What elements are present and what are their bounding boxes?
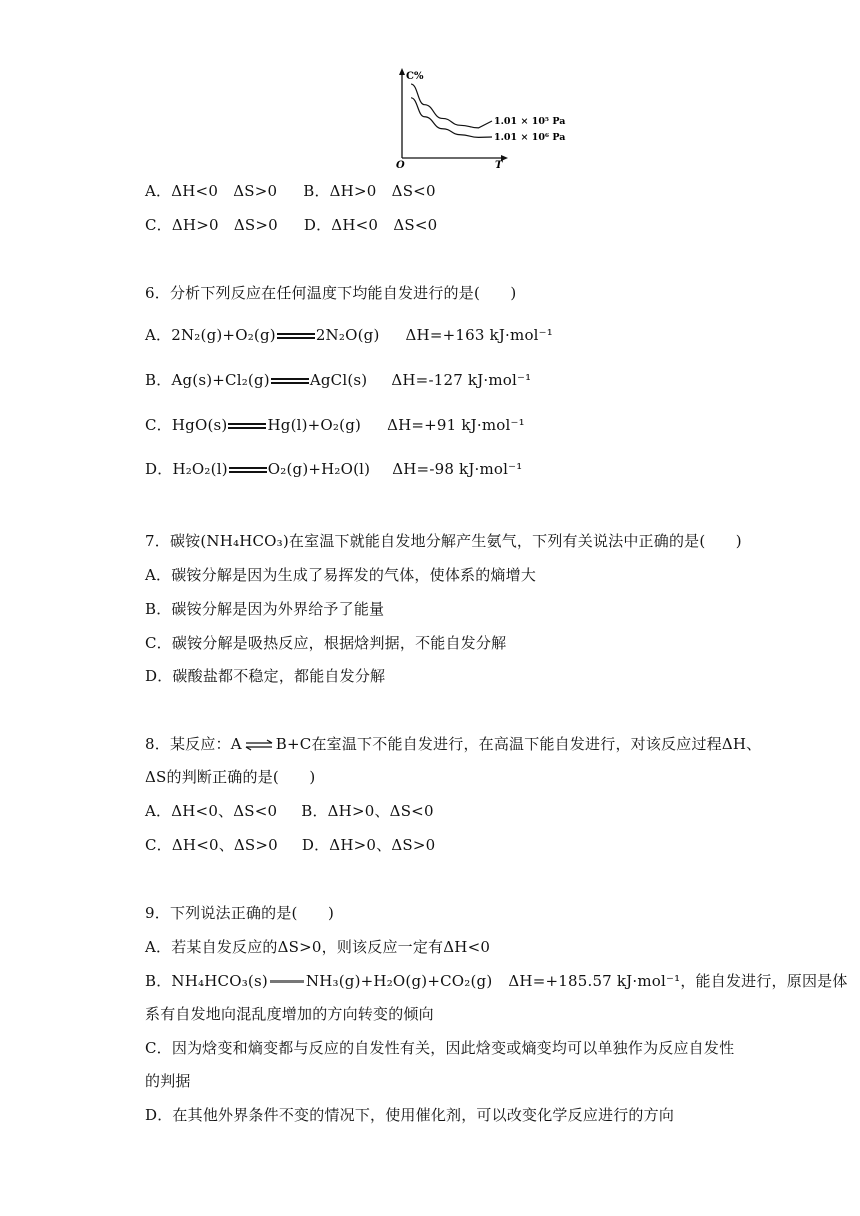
q5-row-2 xyxy=(145,215,437,235)
q7-option-b: B．碳铵分解是因为外界给予了能量 xyxy=(145,600,385,618)
q9-option-c-line2: 的判据 xyxy=(145,1072,191,1090)
legend-series-1: 1.01 × 10⁵ Pa xyxy=(494,116,566,127)
q6-a-reactants: 2N₂(g)+O₂(g) xyxy=(171,326,276,344)
q6-option-b: B．Ag(s)+Cl₂(g) AgCl(s) ΔH=-127 kJ·mol⁻¹ xyxy=(145,371,532,389)
q6-b-enthalpy: ΔH=-127 kJ·mol⁻¹ xyxy=(391,371,532,389)
y-axis-label: C% xyxy=(406,71,424,82)
q6-option-a: A．2N₂(g)+O₂(g) 2N₂O(g) ΔH=+163 kJ·mol⁻¹ xyxy=(145,326,554,344)
q7-option-a: A．碳铵分解是因为生成了易挥发的气体，使体系的熵增大 xyxy=(145,566,537,584)
q9-b-reactants: B．NH₄HCO₃(s) xyxy=(145,972,268,990)
q8-row-1 xyxy=(145,801,434,821)
q9-b-enthalpy: ΔH=+185.57 kJ·mol⁻¹，能自发进行，原因是体 xyxy=(508,972,848,990)
q6-option-c: C．HgO(s) Hg(l)+O₂(g) ΔH=+91 kJ·mol⁻¹ xyxy=(145,416,525,434)
q8-stem-start: 8．某反应：A xyxy=(145,735,242,753)
q5-row-1 xyxy=(145,181,436,201)
q8-option-a: A．ΔH<0、ΔS<0 xyxy=(145,802,278,820)
q6-c-reactants: HgO(s) xyxy=(171,416,228,434)
legend-series-2: 1.01 × 10⁶ Pa xyxy=(494,132,566,143)
q6-d-enthalpy: ΔH=-98 kJ·mol⁻¹ xyxy=(392,460,523,478)
equals-arrow-icon xyxy=(270,978,304,986)
q7-option-c: C．碳铵分解是吸热反应，根据焓判据，不能自发分解 xyxy=(145,634,507,652)
q9-stem: 9．下列说法正确的是( ) xyxy=(145,904,335,922)
q6-d-reactants: H₂O₂(l) xyxy=(172,460,228,478)
q6-d-products: O₂(g)+H₂O(l) xyxy=(267,460,371,478)
equals-arrow-icon xyxy=(228,421,266,431)
series-line-1 xyxy=(411,84,492,128)
x-axis-label: T xyxy=(495,160,503,170)
q9-option-b xyxy=(145,971,848,991)
equals-arrow-icon xyxy=(271,376,309,386)
q8-stem xyxy=(145,734,761,754)
equals-arrow-icon xyxy=(277,331,315,341)
q5-option-b: B．ΔH>0 ΔS<0 xyxy=(303,182,436,200)
q9-b-products: NH₃(g)+H₂O(g)+CO₂(g) xyxy=(305,972,493,990)
q7-option-d: D．碳酸盐都不稳定，都能自发分解 xyxy=(145,667,386,685)
q6-b-reactants: Ag(s)+Cl₂(g) xyxy=(171,371,270,389)
q6-a-products: 2N₂O(g) xyxy=(315,326,380,344)
q7-stem: 7．碳铵(NH₄HCO₃)在室温下就能自发地分解产生氨气，下列有关说法中正确的是( ) xyxy=(145,532,742,550)
q8-stem-end: B+C在室温下不能自发进行，在高温下能自发进行，对该反应过程ΔH、 xyxy=(275,735,762,753)
q6-stem: 6．分析下列反应在任何温度下均能自发进行的是( ) xyxy=(145,284,517,302)
q9-option-a: A．若某自发反应的ΔS>0，则该反应一定有ΔH<0 xyxy=(145,938,491,956)
q6-a-enthalpy: ΔH=+163 kJ·mol⁻¹ xyxy=(405,326,554,344)
q5-option-c: C．ΔH>0 ΔS>0 xyxy=(145,216,278,234)
q9-option-b-line2: 系有自发地向混乱度增加的方向转变的倾向 xyxy=(145,1005,434,1023)
q6-c-products: Hg(l)+O₂(g) xyxy=(267,416,362,434)
equals-arrow-icon xyxy=(229,465,267,475)
q8-option-b: B．ΔH>0、ΔS<0 xyxy=(301,802,434,820)
q8-option-c: C．ΔH<0、ΔS>0 xyxy=(145,836,278,854)
reversible-arrow-icon xyxy=(244,739,274,751)
q8-option-d: D．ΔH>0、ΔS>0 xyxy=(301,836,436,854)
q8-stem-line2: ΔS的判断正确的是( ) xyxy=(145,768,316,786)
q6-b-products: AgCl(s) xyxy=(309,371,368,389)
q9-option-c: C．因为焓变和熵变都与反应的自发性有关，因此焓变或熵变均可以单独作为反应自发性 xyxy=(145,1039,735,1057)
concentration-temperature-chart xyxy=(392,66,582,170)
q6-c-enthalpy: ΔH=+91 kJ·mol⁻¹ xyxy=(387,416,525,434)
q8-row-2 xyxy=(145,835,435,855)
q6-option-d: D．H₂O₂(l) O₂(g)+H₂O(l) ΔH=-98 kJ·mol⁻¹ xyxy=(145,460,523,478)
origin-label: O xyxy=(396,160,405,170)
q5-option-a: A．ΔH<0 ΔS>0 xyxy=(145,182,278,200)
q5-option-d: D．ΔH<0 ΔS<0 xyxy=(303,216,438,234)
q9-option-d: D．在其他外界条件不变的情况下，使用催化剂，可以改变化学反应进行的方向 xyxy=(145,1106,675,1124)
